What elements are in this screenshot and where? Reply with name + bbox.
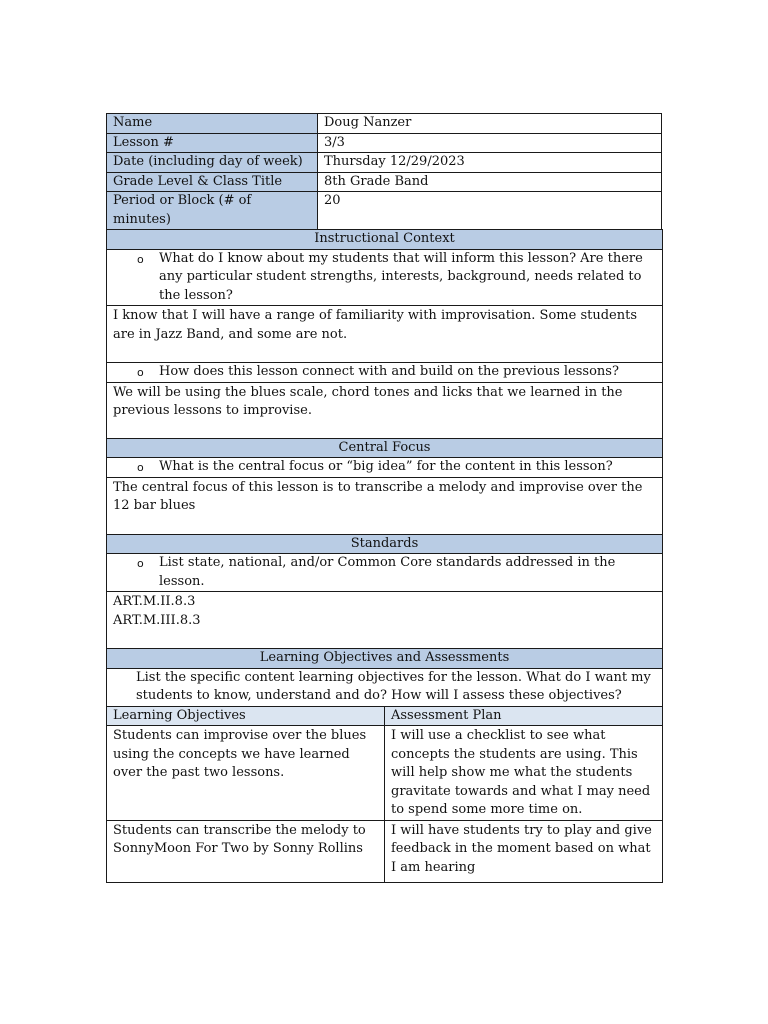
period-value: 20 [318, 192, 662, 230]
standards-question: o List state, national, and/or Common Core standards addressed in the lesson. [113, 554, 656, 591]
lesson-number-label: Lesson # [107, 133, 318, 153]
lesson-number-value: 3/3 [318, 133, 662, 153]
lesson-info-table [106, 113, 662, 230]
central-focus-header: Central Focus [107, 438, 663, 458]
instructional-context-header: Instructional Context [107, 230, 663, 250]
instructional-context-question-1: o What do I know about my students that will inform this lesson? Are there any particular student strengths, interests, background, needs related to the lesson? [113, 250, 656, 306]
date-label: Date (including day of week) [107, 153, 318, 173]
central-focus-question: o What is the central focus or “big idea” for the content in this lesson? [113, 458, 656, 477]
table-row [107, 726, 663, 821]
date-value: Thursday 12/29/2023 [318, 153, 662, 173]
instructional-context-answer-1: I know that I will have a range of familiarity with improvisation. Some students are in Jazz Band, and some are not. [107, 306, 663, 363]
table-row [107, 820, 663, 882]
objective-cell: Students can improvise over the blues using the concepts we have learned over the past two lessons. [107, 726, 385, 821]
grade-level-label: Grade Level & Class Title [107, 172, 318, 192]
instructional-context-answer-2: We will be using the blues scale, chord tones and licks that we learned in the previous lessons to improvise. [107, 382, 663, 438]
objectives-prompt: List the specific content learning objectives for the lesson. What do I want my students to know, understand and do? How will I assess these objectives? [136, 669, 651, 703]
learning-objectives-column-header: Learning Objectives [107, 706, 385, 726]
standards-header: Standards [107, 534, 663, 554]
assessment-cell: I will have students try to play and give feedback in the moment based on what I am hearing [385, 820, 663, 882]
assessment-cell: I will use a checklist to see what concepts the students are using. This will help show me what the students gravitate towards and what I may need to spend some more time on. [385, 726, 663, 821]
name-value: Doug Nanzer [318, 114, 662, 134]
info-row-period [107, 192, 662, 230]
period-label: Period or Block (# of minutes) [107, 192, 318, 230]
objective-cell: Students can transcribe the melody to SonnyMoon For Two by Sonny Rollins [107, 820, 385, 882]
info-row-grade [107, 172, 662, 192]
standard-item: ART.M.III.8.3 [113, 612, 201, 628]
info-row-name [107, 114, 662, 134]
assessment-plan-column-header: Assessment Plan [385, 706, 663, 726]
standard-item: ART.M.II.8.3 [113, 594, 196, 609]
lesson-plan-table [106, 229, 663, 883]
name-label: Name [107, 114, 318, 134]
info-row-lesson [107, 133, 662, 153]
grade-level-value: 8th Grade Band [318, 172, 662, 192]
instructional-context-question-2: o How does this lesson connect with and build on the previous lessons? [113, 363, 656, 382]
objectives-header: Learning Objectives and Assessments [107, 649, 663, 669]
info-row-date [107, 153, 662, 173]
central-focus-answer: The central focus of this lesson is to transcribe a melody and improvise over the 12 bar blues [107, 477, 663, 534]
